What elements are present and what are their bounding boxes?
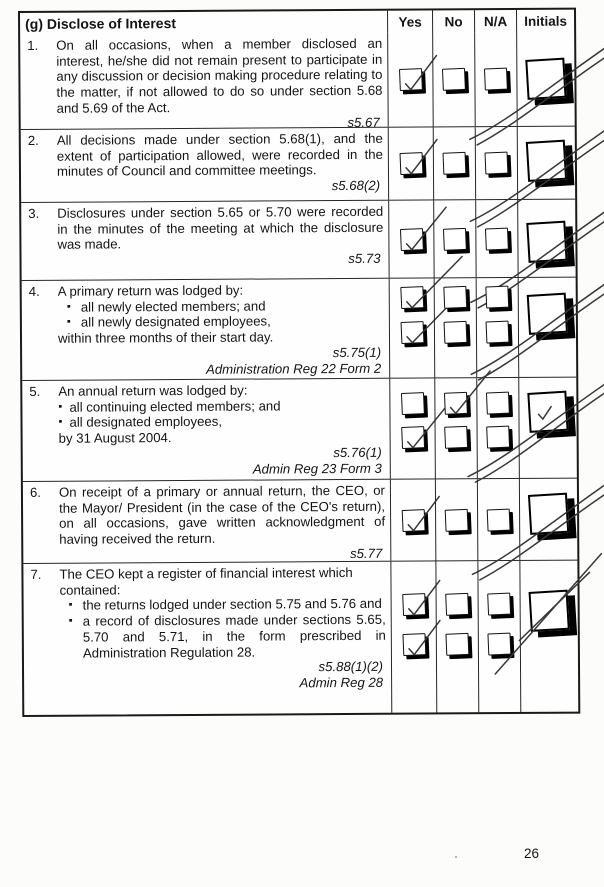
checkbox-yes[interactable] [402,593,426,616]
row-description [21,128,388,202]
statute-ref: Admin Reg 23 Form 3 [252,460,382,477]
row-text [56,36,388,129]
column-header-no: No [432,10,474,32]
row-description [23,480,390,563]
checkbox-na[interactable] [484,68,508,91]
row-description [21,201,388,280]
column-cell-yes [388,200,433,277]
description-line: within three months of their start day. [57,329,274,346]
checkbox-yes[interactable] [398,68,422,91]
column-cell-no [432,32,475,126]
checkbox-na[interactable] [485,227,509,250]
checkbox-no[interactable] [445,633,469,656]
column-cell-na [477,561,520,712]
table-row [21,199,575,280]
row-text [58,282,390,380]
statute-refs [57,178,383,196]
scan-speck [455,856,457,858]
row-description [22,379,390,481]
checkbox-no[interactable] [445,593,469,616]
checkbox-yes[interactable] [401,426,425,449]
statute-refs [57,251,383,269]
statute-ref: Admin Reg 28 [299,675,384,691]
checkbox-yes[interactable] [399,228,423,251]
column-header-initials: Initials [516,10,574,32]
column-cell-initials [518,278,577,377]
description-line: On all occasions, when a member disclosed an interest, he/she did not remain present to participate in any discussion or decision making procedure relating to the matter, if not allowed to do so under section 5.68 and 5.69 of the Act. [56,35,383,116]
row-description [22,279,390,380]
column-header-na: N/A [474,10,516,32]
statute-ref: s5.77 [350,545,383,561]
checkbox-no[interactable] [443,227,467,250]
section-title: (g) Disclose of Interest [25,15,177,32]
row-number: 1. [27,37,39,53]
table-row [23,560,578,715]
checkbox-yes[interactable] [402,633,426,656]
checkbox-na[interactable] [484,152,508,175]
row-text [58,382,390,481]
checkbox-na[interactable] [487,633,511,656]
disclosure-checklist-table [18,8,580,717]
row-text [59,565,391,715]
description-line: An annual return was lodged by: [58,382,248,399]
table-row [22,277,577,380]
initials-box[interactable] [525,58,566,100]
row-number: 4. [28,283,40,299]
column-cell-initials [517,127,575,199]
column-cell-no [435,479,477,560]
column-cell-no [433,200,475,277]
column-cell-na [474,32,517,126]
row-number: 7. [30,566,42,582]
checkbox-yes[interactable] [400,286,424,309]
description-line: Disclosures under section 5.65 or 5.70 were recorded in the minutes of the meeting at which the disclosure was made. [57,203,384,253]
checkbox-no[interactable] [444,392,468,415]
column-cell-na [477,479,519,560]
description-line: ▪ a record of disclosures made under sections 5.65, 5.70 and 5.71, in the form prescribed in Administration Regulation 28. [60,612,386,661]
row-number: 2. [27,132,39,148]
row-number: 6. [29,484,41,500]
row-description [23,562,391,715]
description-line: ▪ all designated employees, [58,413,384,431]
initials-box[interactable] [526,140,567,182]
description-line: A primary return was lodged by: [57,282,244,299]
row-number: 3. [28,205,40,221]
column-cell-na [475,127,517,199]
column-header-yes: Yes [387,10,432,32]
column-cell-no [435,561,478,712]
statute-ref: Administration Reg 22 Form 2 [205,360,382,377]
description-line: ▪ the returns lodged under section 5.75 and 5.76 and [60,596,386,614]
row-text [59,483,390,563]
column-cell-no [434,278,477,377]
checkbox-yes[interactable] [400,321,424,344]
checkbox-na[interactable] [486,426,510,449]
checkbox-no[interactable] [442,68,466,91]
checkbox-no[interactable] [442,152,466,175]
description-line: The CEO kept a register of financial interest which contained: [59,564,353,598]
column-cell-na [475,200,517,277]
description-line: All decisions made under section 5.68(1), and the extent of participation allowed, were recorded in the minutes of Council and committee meetings. [56,130,383,180]
statute-ref: s5.76(1) [333,444,382,460]
description-line: ▪ all newly elected members; and [58,297,384,315]
initials-box[interactable] [527,391,568,433]
page-number: 26 [524,846,540,861]
column-cell-na [476,278,519,377]
column-cell-yes [387,32,433,126]
description-line: by 31 August 2004. [58,430,172,446]
column-cell-yes [389,278,435,377]
statute-ref: s5.73 [348,250,381,267]
statute-ref: s5.67 [347,114,380,130]
checkbox-na[interactable] [485,286,509,309]
column-cell-yes [388,127,433,199]
checkbox-na[interactable] [486,321,510,344]
checkbox-no[interactable] [445,508,469,531]
statute-ref: s5.75(1) [332,344,382,360]
statute-refs [59,546,385,564]
row-description [20,33,388,129]
checkbox-no[interactable] [444,321,468,344]
column-cell-yes [390,479,435,560]
initials-box[interactable] [529,590,570,632]
row-text [57,204,388,280]
column-cell-initials [516,32,575,126]
statute-refs [60,659,386,693]
checkbox-na[interactable] [486,392,510,415]
initials-box[interactable] [528,493,569,535]
checkbox-yes[interactable] [399,152,423,175]
row-text [57,131,388,202]
row-number: 5. [29,383,41,399]
table-row [20,32,575,129]
column-cell-initials [519,479,577,560]
column-cell-initials [519,561,578,712]
initials-box[interactable] [526,221,567,263]
checkbox-no[interactable] [444,426,468,449]
checkbox-na[interactable] [487,593,511,616]
description-line: ▪ all newly designated employees, [58,313,384,331]
checkbox-na[interactable] [487,508,511,531]
column-cell-no [434,378,477,478]
column-cell-yes [389,378,435,478]
column-cell-initials [518,378,577,478]
checkbox-no[interactable] [443,286,467,309]
statute-refs [58,345,384,379]
statute-refs [59,445,385,479]
table-row [21,126,575,202]
statute-ref: s5.88(1)(2) [318,659,384,675]
column-cell-yes [390,561,436,712]
initials-box[interactable] [527,293,568,335]
checkbox-yes[interactable] [401,509,425,532]
column-cell-initials [517,200,575,277]
table-row [23,478,577,563]
table-row [22,377,577,481]
description-line: ▪ all continuing elected members; and [58,397,384,415]
column-cell-na [476,378,519,478]
description-line: On receipt of a primary or annual return, the CEO, or the Mayor/ President (in the case of the CEO's return), on all occasions, gave written acknowledgment of having received the return. [58,482,386,547]
checkbox-yes[interactable] [400,392,424,415]
statute-ref: s5.68(2) [331,177,381,194]
column-cell-no [433,127,475,199]
